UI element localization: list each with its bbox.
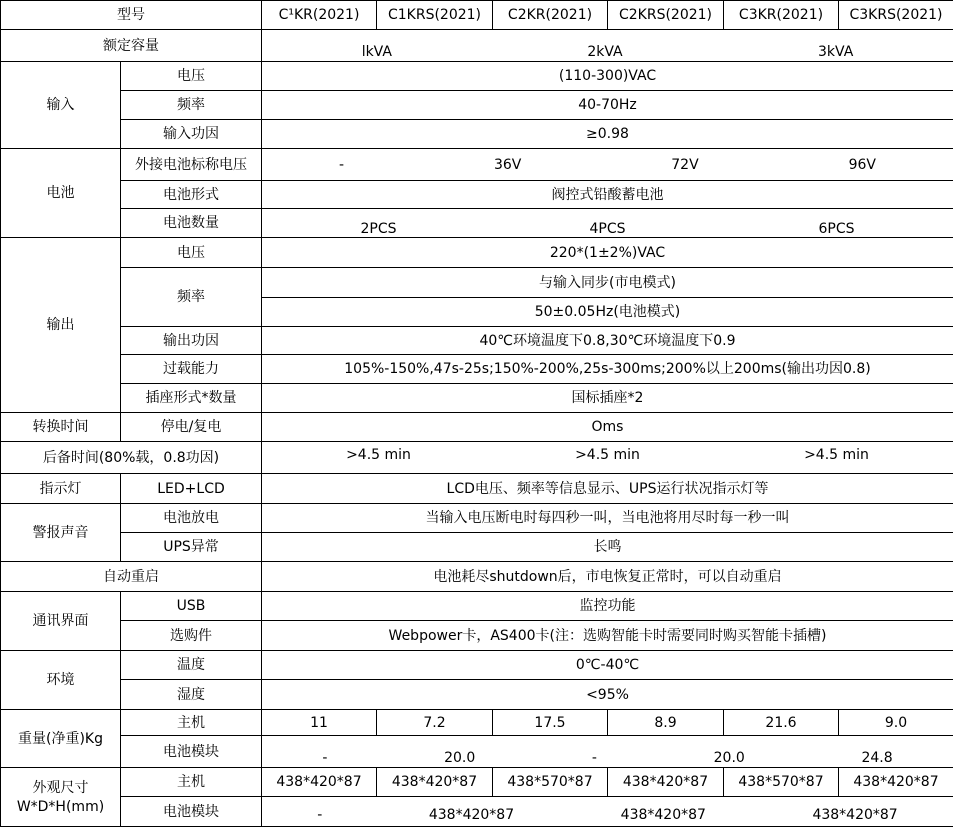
weight-battery-none-2: - bbox=[591, 749, 597, 766]
weight-host-c3krs: 9.0 bbox=[839, 710, 953, 736]
output-overload-row bbox=[1, 355, 953, 384]
input-frequency-value: 40-70Hz bbox=[262, 91, 953, 120]
output-socket-label: 插座形式*数量 bbox=[121, 384, 262, 413]
dim-battery-none: - bbox=[317, 806, 323, 823]
env-humidity-label: 湿度 bbox=[121, 680, 262, 710]
model-c1kr: C¹KR(2021) bbox=[262, 1, 377, 30]
input-group-label: 输入 bbox=[1, 62, 121, 149]
weight-host-c3kr: 21.6 bbox=[724, 710, 839, 736]
backup-row bbox=[1, 442, 953, 474]
alarm-fault-row bbox=[1, 533, 953, 562]
output-overload-value: 105%-150%,47s-25s;150%-200%,25s-300ms;200%以上200ms(输出功因0.8) bbox=[262, 355, 953, 384]
model-c1krs: C1KRS(2021) bbox=[377, 1, 493, 30]
output-frequency-mains: 与输入同步(市电模式) bbox=[262, 268, 953, 298]
battery-count-label: 电池数量 bbox=[121, 209, 262, 238]
dim-battery-values bbox=[262, 797, 953, 827]
backup-1k: >4.5 min bbox=[346, 446, 411, 463]
transfer-group-label: 转换时间 bbox=[1, 413, 121, 442]
capacity-2k: 2kVA bbox=[587, 43, 623, 60]
input-voltage-value: (110-300)VAC bbox=[262, 62, 953, 91]
output-socket-value: 国标插座*2 bbox=[262, 384, 953, 413]
model-label: 型号 bbox=[1, 1, 262, 30]
dim-battery-1: 438*420*87 bbox=[428, 806, 515, 823]
input-voltage-row bbox=[1, 62, 953, 91]
dim-host-label: 主机 bbox=[121, 768, 262, 797]
dim-host-c2kr: 438*570*87 bbox=[493, 768, 608, 797]
env-humidity-value: <95% bbox=[262, 680, 953, 710]
dim-host-row bbox=[1, 768, 953, 797]
weight-group-label: 重量(净重)Kg bbox=[1, 710, 121, 768]
env-temp-value: 0℃-40℃ bbox=[262, 651, 953, 680]
alarm-group-label: 警报声音 bbox=[1, 504, 121, 562]
comm-group-label: 通讯界面 bbox=[1, 592, 121, 651]
output-voltage-label: 电压 bbox=[121, 238, 262, 268]
battery-count-row bbox=[1, 209, 953, 238]
weight-battery-2: 20.0 bbox=[713, 749, 745, 766]
dim-host-c1kr: 438*420*87 bbox=[262, 768, 377, 797]
model-header-row bbox=[1, 1, 953, 30]
output-frequency-battery: 50±0.05Hz(电池模式) bbox=[262, 298, 953, 327]
backup-3k: >4.5 min bbox=[804, 446, 869, 463]
dim-battery-2: 438*420*87 bbox=[620, 806, 706, 823]
battery-type-value: 阀控式铅酸蓄电池 bbox=[262, 181, 953, 209]
transfer-value: Oms bbox=[262, 413, 953, 442]
battery-nominal-72v: 72V bbox=[671, 156, 699, 173]
weight-battery-3: 24.8 bbox=[861, 749, 893, 766]
model-c2krs: C2KRS(2021) bbox=[608, 1, 724, 30]
output-pf-row bbox=[1, 327, 953, 355]
battery-count-values bbox=[262, 209, 953, 238]
comm-option-row bbox=[1, 621, 953, 651]
comm-option-label: 选购件 bbox=[121, 621, 262, 651]
model-c3kr: C3KR(2021) bbox=[724, 1, 839, 30]
output-voltage-row bbox=[1, 238, 953, 268]
battery-nominal-row bbox=[1, 149, 953, 181]
weight-host-label: 主机 bbox=[121, 710, 262, 736]
dim-group-line2: W*D*H(mm) bbox=[16, 798, 105, 815]
env-humidity-row bbox=[1, 680, 953, 710]
battery-type-label: 电池形式 bbox=[121, 181, 262, 209]
weight-host-c1krs: 7.2 bbox=[377, 710, 493, 736]
model-c2kr: C2KR(2021) bbox=[493, 1, 608, 30]
weight-battery-1: 20.0 bbox=[444, 749, 476, 766]
input-frequency-row bbox=[1, 91, 953, 120]
comm-option-value: Webpower卡，AS400卡(注：选购智能卡时需要同时购买智能卡插槽) bbox=[262, 621, 953, 651]
dim-battery-label: 电池模块 bbox=[121, 797, 262, 827]
dim-host-c3krs: 438*420*87 bbox=[839, 768, 953, 797]
weight-host-c1kr: 11 bbox=[262, 710, 377, 736]
output-overload-label: 过载能力 bbox=[121, 355, 262, 384]
env-temp-row bbox=[1, 651, 953, 680]
output-group-label: 输出 bbox=[1, 238, 121, 413]
auto-restart-row bbox=[1, 562, 953, 592]
dim-host-c2krs: 438*420*87 bbox=[608, 768, 724, 797]
battery-count-4: 4PCS bbox=[589, 221, 626, 237]
battery-nominal-36v: 36V bbox=[493, 156, 522, 173]
output-frequency-mains-row bbox=[1, 268, 953, 298]
output-frequency-label: 频率 bbox=[121, 268, 262, 327]
alarm-discharge-row bbox=[1, 504, 953, 533]
capacity-3k: 3kVA bbox=[818, 43, 854, 60]
dim-group-line1: 外观尺寸 bbox=[32, 779, 89, 796]
output-socket-row bbox=[1, 384, 953, 413]
battery-nominal-label: 外接电池标称电压 bbox=[121, 149, 262, 181]
comm-usb-label: USB bbox=[121, 592, 262, 621]
auto-restart-value: 电池耗尽shutdown后，市电恢复正常时，可以自动重启 bbox=[262, 562, 953, 592]
battery-nominal-none: - bbox=[338, 156, 345, 173]
input-pf-row bbox=[1, 120, 953, 149]
output-voltage-value: 220*(1±2%)VAC bbox=[262, 238, 953, 268]
weight-battery-values bbox=[262, 736, 953, 768]
comm-usb-row bbox=[1, 592, 953, 621]
transfer-label: 停电/复电 bbox=[121, 413, 262, 442]
indicator-label: LED+LCD bbox=[121, 474, 262, 504]
rated-capacity-values bbox=[262, 30, 953, 62]
backup-values bbox=[262, 442, 953, 474]
weight-host-c2krs: 8.9 bbox=[608, 710, 724, 736]
battery-nominal-96v: 96V bbox=[848, 156, 876, 173]
env-group-label: 环境 bbox=[1, 651, 121, 710]
rated-capacity-label: 额定容量 bbox=[1, 30, 262, 62]
weight-battery-label: 电池模块 bbox=[121, 736, 262, 768]
comm-usb-value: 监控功能 bbox=[262, 592, 953, 621]
weight-host-c2kr: 17.5 bbox=[493, 710, 608, 736]
dim-host-c1krs: 438*420*87 bbox=[377, 768, 493, 797]
alarm-fault-value: 长鸣 bbox=[262, 533, 953, 562]
weight-host-row bbox=[1, 710, 953, 736]
auto-restart-label: 自动重启 bbox=[1, 562, 262, 592]
alarm-discharge-value: 当输入电压断电时每四秒一叫，当电池将用尽时每一秒一叫 bbox=[262, 504, 953, 533]
model-c3krs: C3KRS(2021) bbox=[839, 1, 953, 30]
capacity-1k: lkVA bbox=[361, 43, 392, 60]
dim-group-label bbox=[1, 768, 121, 827]
battery-count-2: 2PCS bbox=[360, 221, 397, 237]
output-pf-value: 40℃环境温度下0.8,30℃环境温度下0.9 bbox=[262, 327, 953, 355]
indicator-row bbox=[1, 474, 953, 504]
backup-label: 后备时间(80%载，0.8功因) bbox=[1, 442, 262, 474]
weight-battery-row bbox=[1, 736, 953, 768]
indicator-group-label: 指示灯 bbox=[1, 474, 121, 504]
input-pf-label: 输入功因 bbox=[121, 120, 262, 149]
dim-host-c3kr: 438*570*87 bbox=[724, 768, 839, 797]
env-temp-label: 温度 bbox=[121, 651, 262, 680]
battery-count-6: 6PCS bbox=[818, 221, 855, 237]
dim-battery-3: 438*420*87 bbox=[812, 806, 898, 823]
indicator-value: LCD电压、频率等信息显示、UPS运行状况指示灯等 bbox=[262, 474, 953, 504]
input-frequency-label: 频率 bbox=[121, 91, 262, 120]
input-pf-value: ≥0.98 bbox=[262, 120, 953, 149]
battery-type-row bbox=[1, 181, 953, 209]
input-voltage-label: 电压 bbox=[121, 62, 262, 91]
backup-2k: >4.5 min bbox=[575, 446, 640, 463]
transfer-row bbox=[1, 413, 953, 442]
dim-battery-row bbox=[1, 797, 953, 827]
alarm-discharge-label: 电池放电 bbox=[121, 504, 262, 533]
weight-battery-none-1: - bbox=[322, 749, 328, 766]
rated-capacity-row bbox=[1, 30, 953, 62]
output-pf-label: 输出功因 bbox=[121, 327, 262, 355]
battery-group-label: 电池 bbox=[1, 149, 121, 238]
battery-nominal-values bbox=[262, 149, 953, 181]
alarm-fault-label: UPS异常 bbox=[121, 533, 262, 562]
